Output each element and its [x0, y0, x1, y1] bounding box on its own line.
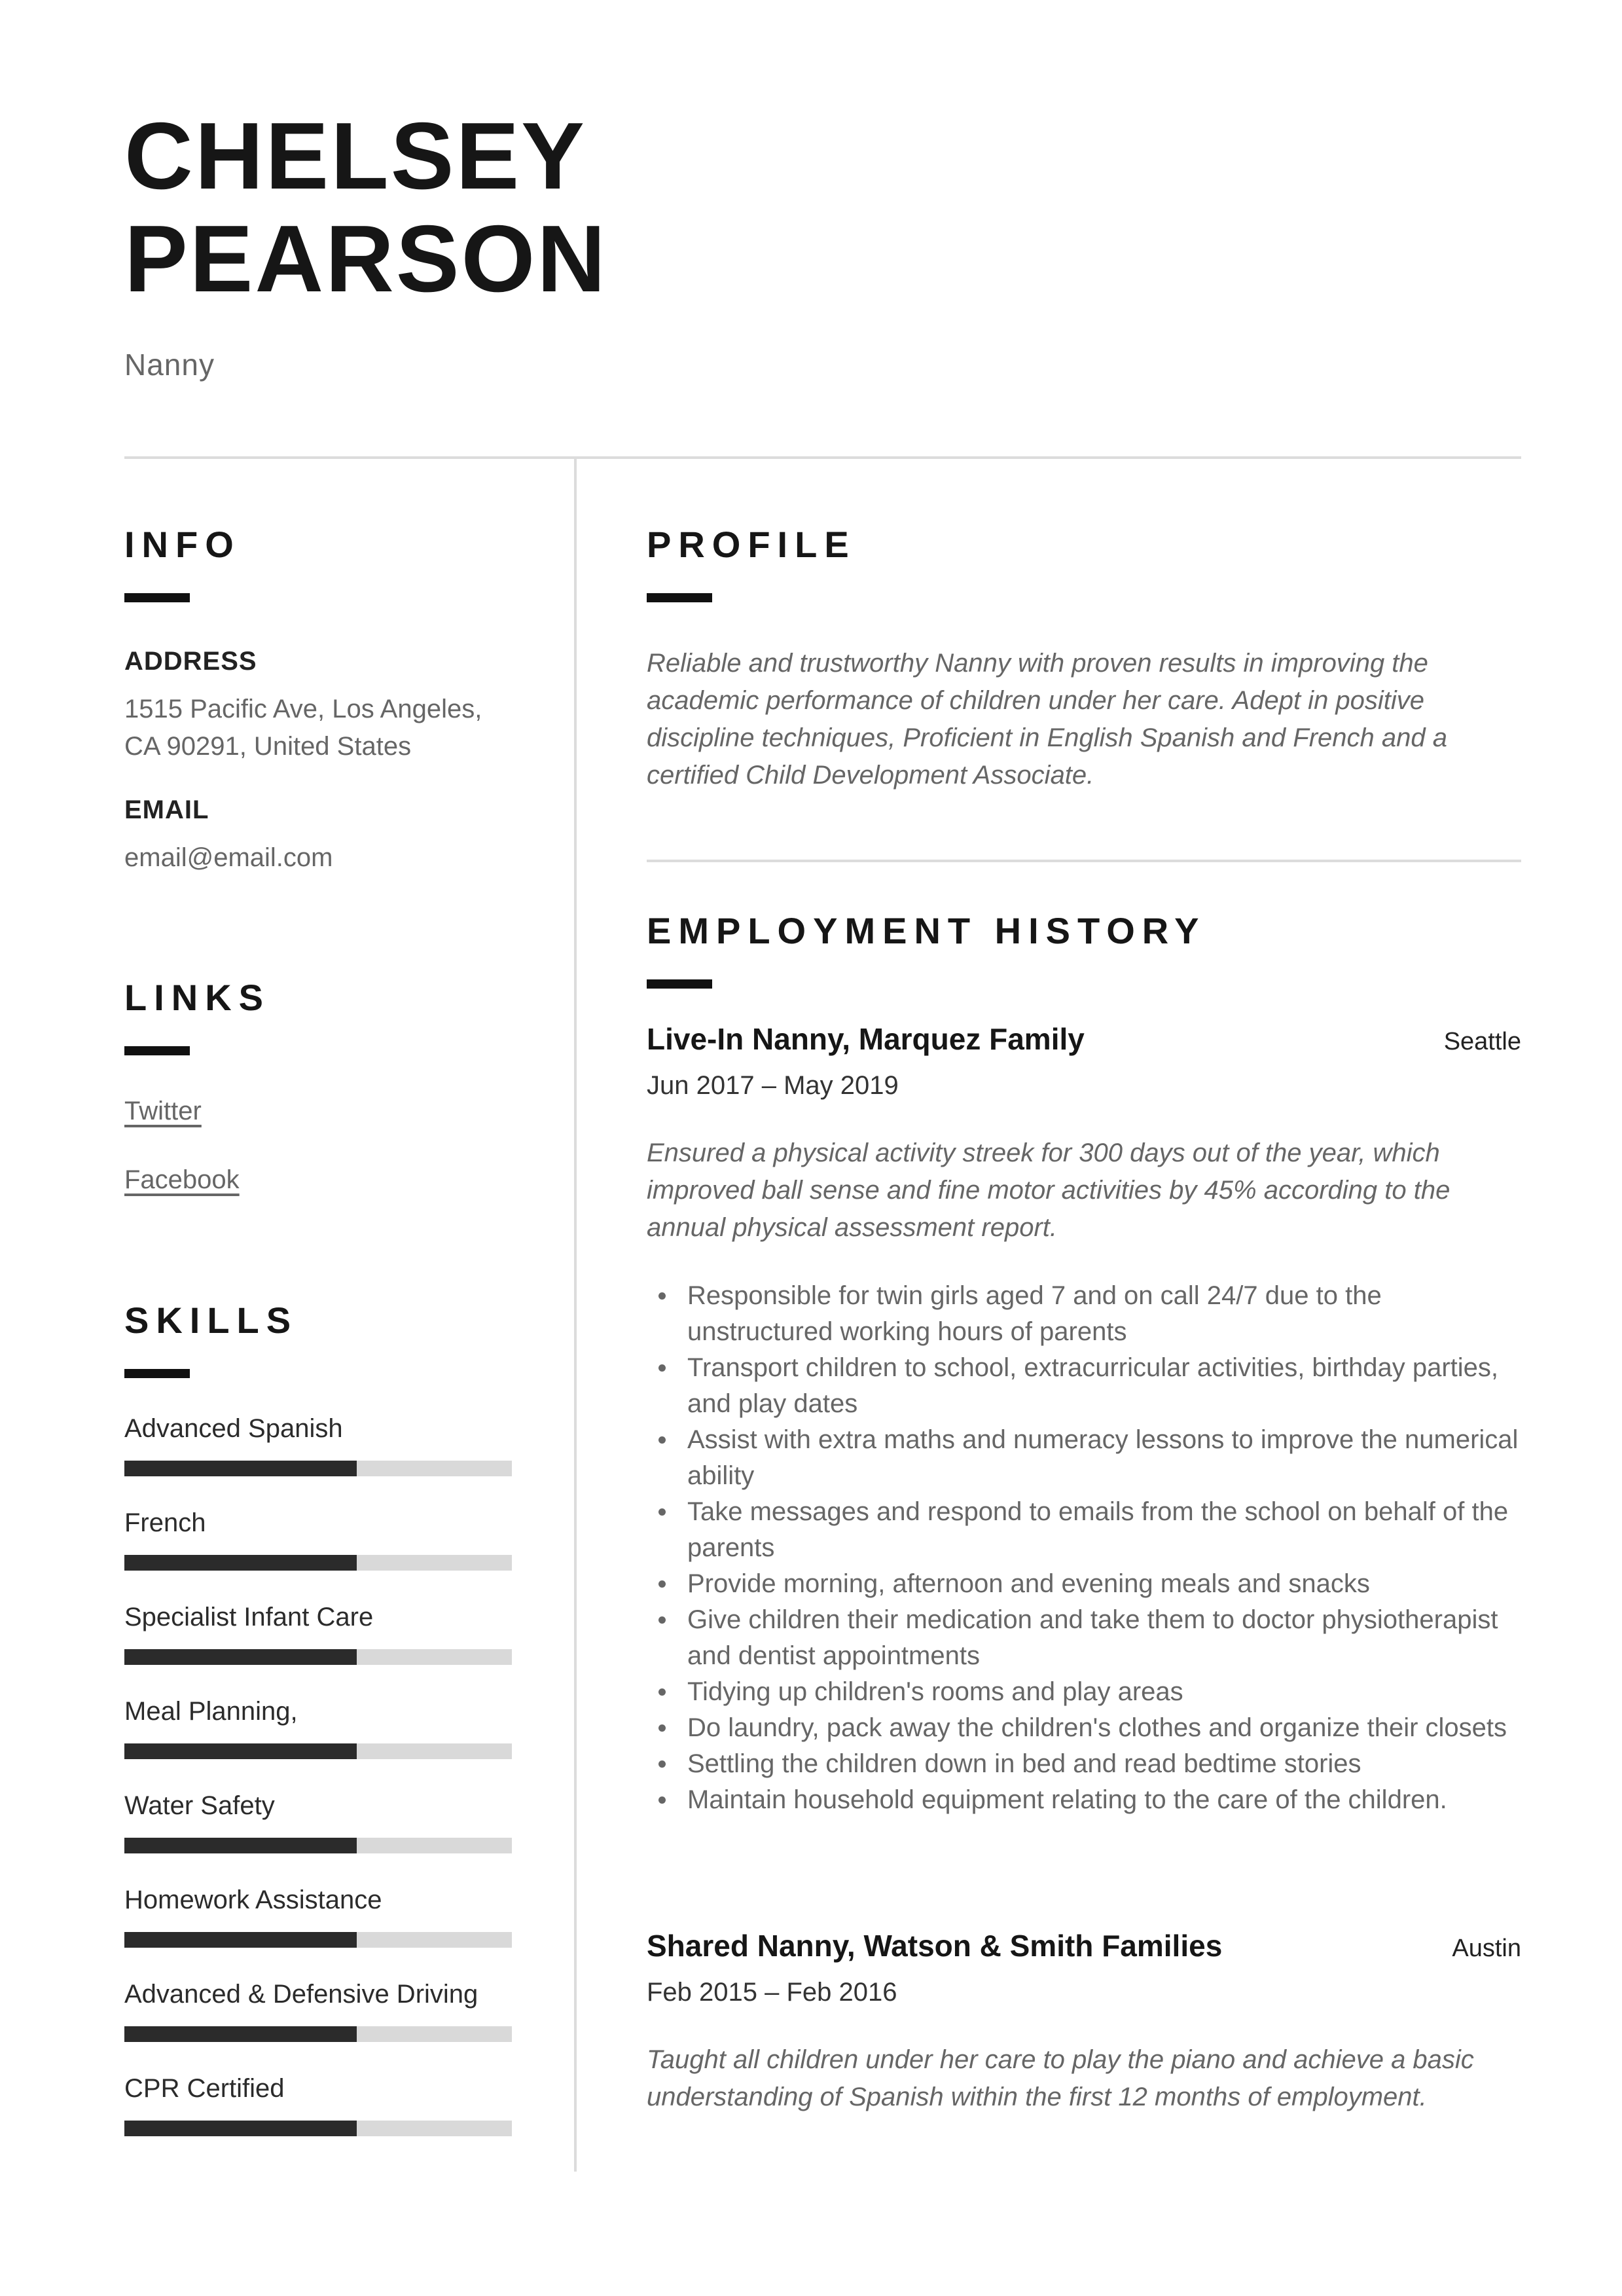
job-title: Live-In Nanny, Marquez Family — [647, 1022, 1085, 1056]
email-label: EMAIL — [124, 795, 209, 824]
links-heading-label: LINKS — [124, 977, 270, 1018]
skill-bar-fill — [124, 2026, 357, 2042]
job-location: Austin — [1452, 1935, 1521, 1962]
info-heading-underline — [124, 593, 190, 602]
job-entry — [647, 1928, 1521, 2116]
links-section-heading — [124, 977, 512, 1055]
info-section-heading — [124, 524, 512, 602]
link-twitter[interactable]: Twitter — [124, 1097, 202, 1125]
address-label: ADDRESS — [124, 647, 257, 676]
employment-heading-label: EMPLOYMENT HISTORY — [647, 910, 1206, 951]
job-duty-item: Transport children to school, extracurricular activities, birthday parties, and play dates — [647, 1350, 1521, 1422]
profile-heading-underline — [647, 593, 712, 602]
job-duty-item: Give children their medication and take them to doctor physiotherapist and dentist appointments — [647, 1602, 1521, 1674]
skill-row — [124, 1414, 512, 1476]
skills-section-heading — [124, 1300, 512, 1378]
job-duty-item: Settling the children down in bed and read bedtime stories — [647, 1746, 1521, 1782]
skill-bar-track — [124, 1649, 512, 1665]
skill-bar-fill — [124, 1743, 357, 1759]
job-duty-item: Tidying up children's rooms and play areas — [647, 1674, 1521, 1710]
job-dates: Jun 2017 – May 2019 — [647, 1071, 899, 1100]
skill-label: French — [124, 1508, 206, 1537]
job-summary: Ensured a physical activity streek for 300 days out of the year, which improved ball sense and fine motor activities by 45% according to the annual physical assessment report. — [647, 1139, 1451, 1242]
info-heading-label: INFO — [124, 524, 241, 565]
job-duty-item: Assist with extra maths and numeracy lessons to improve the numerical ability — [647, 1422, 1521, 1494]
profile-text: Reliable and trustworthy Nanny with proven results in improving the academic performance of children under her care. Adept in positive discipline techniques, Proficient in English Spanish and French and a certified Child Development Associate. — [647, 649, 1447, 790]
job-duty-item: Responsible for twin girls aged 7 and on call 24/7 due to the unstructured working hours of parents — [647, 1278, 1521, 1350]
skill-row — [124, 1603, 512, 1665]
skill-bar-track — [124, 1555, 512, 1571]
skill-bar-fill — [124, 1461, 357, 1476]
skill-label: CPR Certified — [124, 2074, 285, 2103]
skills-heading-underline — [124, 1369, 190, 1378]
person-name — [124, 105, 607, 310]
skill-bar-fill — [124, 1838, 357, 1853]
job-duty-item: Provide morning, afternoon and evening meals and snacks — [647, 1566, 1521, 1602]
skill-bar-fill — [124, 2121, 357, 2136]
section-divider — [647, 860, 1521, 862]
skill-bar-track — [124, 1743, 512, 1759]
skills-heading-label: SKILLS — [124, 1300, 298, 1341]
employment-section-heading — [647, 910, 1206, 989]
skill-row — [124, 1886, 512, 1948]
skill-label: Advanced Spanish — [124, 1414, 343, 1443]
job-duty-item: Maintain household equipment relating to the care of the children. — [647, 1782, 1521, 1818]
skill-bar-track — [124, 1932, 512, 1948]
column-divider — [574, 456, 577, 2172]
skill-label: Homework Assistance — [124, 1886, 382, 1914]
person-job-title: Nanny — [124, 348, 215, 382]
job-entry — [647, 1021, 1521, 1818]
job-duties-list — [647, 1278, 1521, 1818]
skill-bar-fill — [124, 1932, 357, 1948]
email-value[interactable]: email@email.com — [124, 843, 333, 872]
skill-bar-track — [124, 2026, 512, 2042]
job-summary: Taught all children under her care to play the piano and achieve a basic understanding of Spanish within the first 12 months of employment. — [647, 2045, 1474, 2111]
link-facebook[interactable]: Facebook — [124, 1165, 240, 1194]
job-dates: Feb 2015 – Feb 2016 — [647, 1978, 897, 2007]
skill-row — [124, 2074, 512, 2136]
employment-heading-underline — [647, 979, 712, 989]
header-divider — [124, 456, 1521, 459]
skill-row — [124, 1791, 512, 1853]
links-heading-underline — [124, 1046, 190, 1055]
job-duty-item: Do laundry, pack away the children's clothes and organize their closets — [647, 1710, 1521, 1746]
job-header — [647, 1021, 1521, 1057]
job-location: Seattle — [1443, 1028, 1521, 1055]
job-title: Shared Nanny, Watson & Smith Families — [647, 1929, 1223, 1963]
skill-row — [124, 1980, 512, 2042]
skill-label: Water Safety — [124, 1791, 275, 1820]
skill-bar-track — [124, 1461, 512, 1476]
job-duty-item: Take messages and respond to emails from the school on behalf of the parents — [647, 1494, 1521, 1566]
person-name-line1: CHELSEY — [124, 103, 586, 209]
skill-row — [124, 1508, 512, 1571]
skill-bar-fill — [124, 1555, 357, 1571]
skill-row — [124, 1697, 512, 1759]
skill-bar-track — [124, 2121, 512, 2136]
skill-label: Advanced & Defensive Driving — [124, 1980, 478, 2009]
skill-bar-fill — [124, 1649, 357, 1665]
profile-section-heading — [647, 524, 856, 602]
job-header — [647, 1928, 1521, 1963]
person-name-line2: PEARSON — [124, 206, 608, 312]
skill-bar-track — [124, 1838, 512, 1853]
address-value: 1515 Pacific Ave, Los Angeles, CA 90291, United States — [124, 695, 482, 761]
skill-label: Meal Planning, — [124, 1697, 298, 1726]
skill-label: Specialist Infant Care — [124, 1603, 374, 1631]
profile-heading-label: PROFILE — [647, 524, 856, 565]
